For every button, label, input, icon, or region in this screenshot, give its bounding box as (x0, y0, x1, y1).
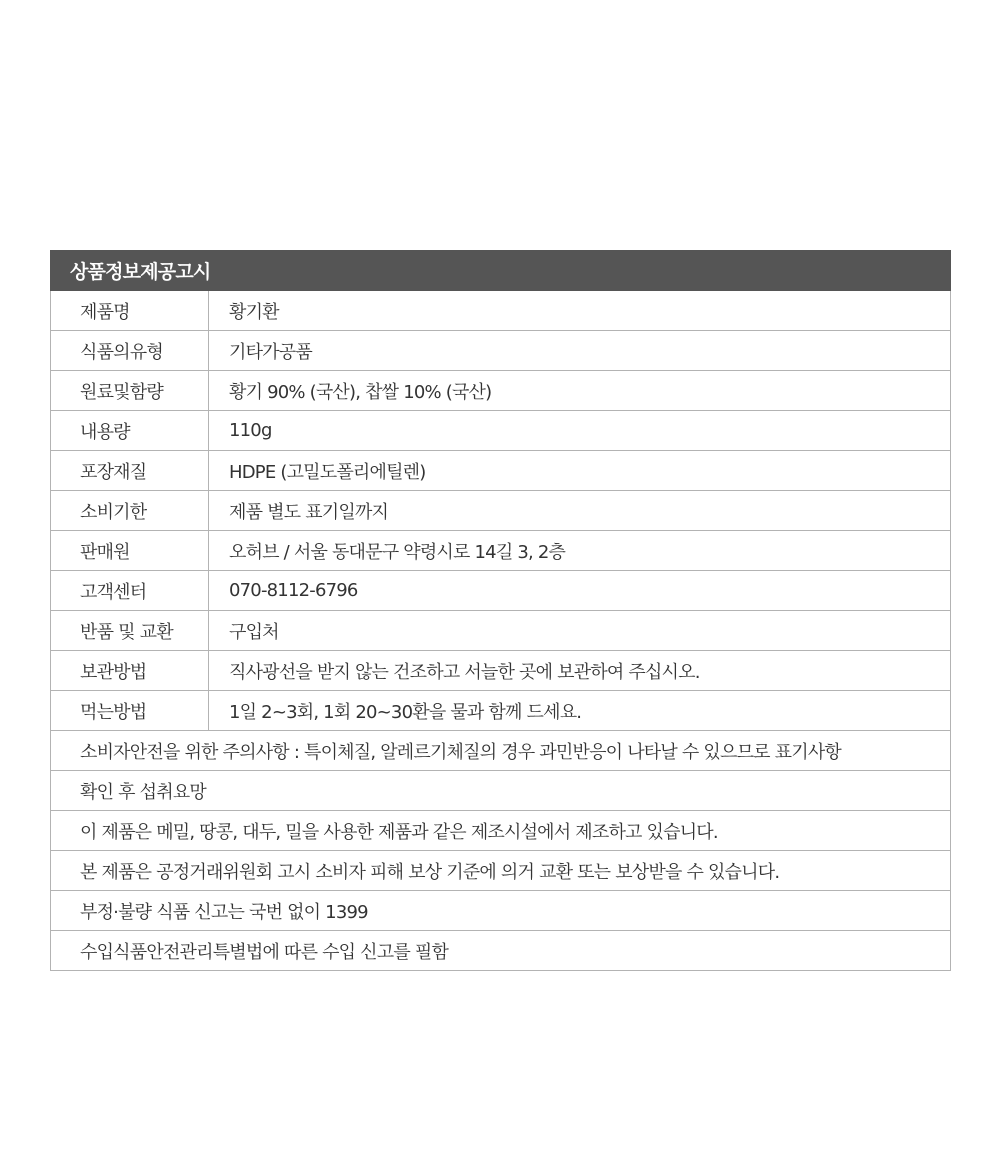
row-label: 포장재질 (51, 451, 209, 491)
table-row-seller (51, 531, 951, 571)
row-value: 1일 2~3회, 1회 20~30환을 물과 함께 드세요. (209, 691, 951, 731)
row-value: 기타가공품 (209, 331, 951, 371)
notice-text: 본 제품은 공정거래위원회 고시 소비자 피해 보상 기준에 의거 교환 또는 보상받을 수 있습니다. (51, 851, 951, 891)
row-label: 원료및함량 (51, 371, 209, 411)
row-value: 황기환 (209, 291, 951, 331)
table-row-product-name (51, 291, 951, 331)
row-label: 보관방법 (51, 651, 209, 691)
table-row-food-type (51, 331, 951, 371)
row-label: 판매원 (51, 531, 209, 571)
row-value: 110g (209, 411, 951, 451)
table-row-net-content (51, 411, 951, 451)
notice-text: 소비자안전을 위한 주의사항 : 특이체질, 알레르기체질의 경우 과민반응이 나타날 수 있으므로 표기사항 (51, 731, 951, 771)
row-label: 식품의유형 (51, 331, 209, 371)
notice-row-allergen (51, 811, 951, 851)
table-title: 상품정보제공고시 (51, 251, 951, 291)
row-value: 구입처 (209, 611, 951, 651)
table-row-packaging (51, 451, 951, 491)
table-row-expiry (51, 491, 951, 531)
row-value: 직사광선을 받지 않는 건조하고 서늘한 곳에 보관하여 주십시오. (209, 651, 951, 691)
notice-row-compensation (51, 851, 951, 891)
row-value: 오허브 / 서울 동대문구 약령시로 14길 3, 2층 (209, 531, 951, 571)
row-value: HDPE (고밀도폴리에틸렌) (209, 451, 951, 491)
table-header-row (51, 251, 951, 291)
row-label: 반품 및 교환 (51, 611, 209, 651)
row-value: 황기 90% (국산), 찹쌀 10% (국산) (209, 371, 951, 411)
notice-row-report (51, 891, 951, 931)
row-label: 고객센터 (51, 571, 209, 611)
row-label: 제품명 (51, 291, 209, 331)
table-row-ingredients (51, 371, 951, 411)
row-label: 먹는방법 (51, 691, 209, 731)
notice-text: 부정·불량 식품 신고는 국번 없이 1399 (51, 891, 951, 931)
table-row-directions (51, 691, 951, 731)
table-row-customer-center (51, 571, 951, 611)
row-value: 제품 별도 표기일까지 (209, 491, 951, 531)
notice-text: 이 제품은 메밀, 땅콩, 대두, 밀을 사용한 제품과 같은 제조시설에서 제조하고 있습니다. (51, 811, 951, 851)
notice-text: 수입식품안전관리특별법에 따른 수입 신고를 필함 (51, 931, 951, 971)
notice-row-safety (51, 731, 951, 771)
table-row-storage (51, 651, 951, 691)
notice-row-import (51, 931, 951, 971)
product-info-table (50, 250, 951, 971)
row-label: 내용량 (51, 411, 209, 451)
row-label: 소비기한 (51, 491, 209, 531)
notice-row-safety-cont (51, 771, 951, 811)
table-row-returns (51, 611, 951, 651)
row-value: 070-8112-6796 (209, 571, 951, 611)
notice-text: 확인 후 섭취요망 (51, 771, 951, 811)
